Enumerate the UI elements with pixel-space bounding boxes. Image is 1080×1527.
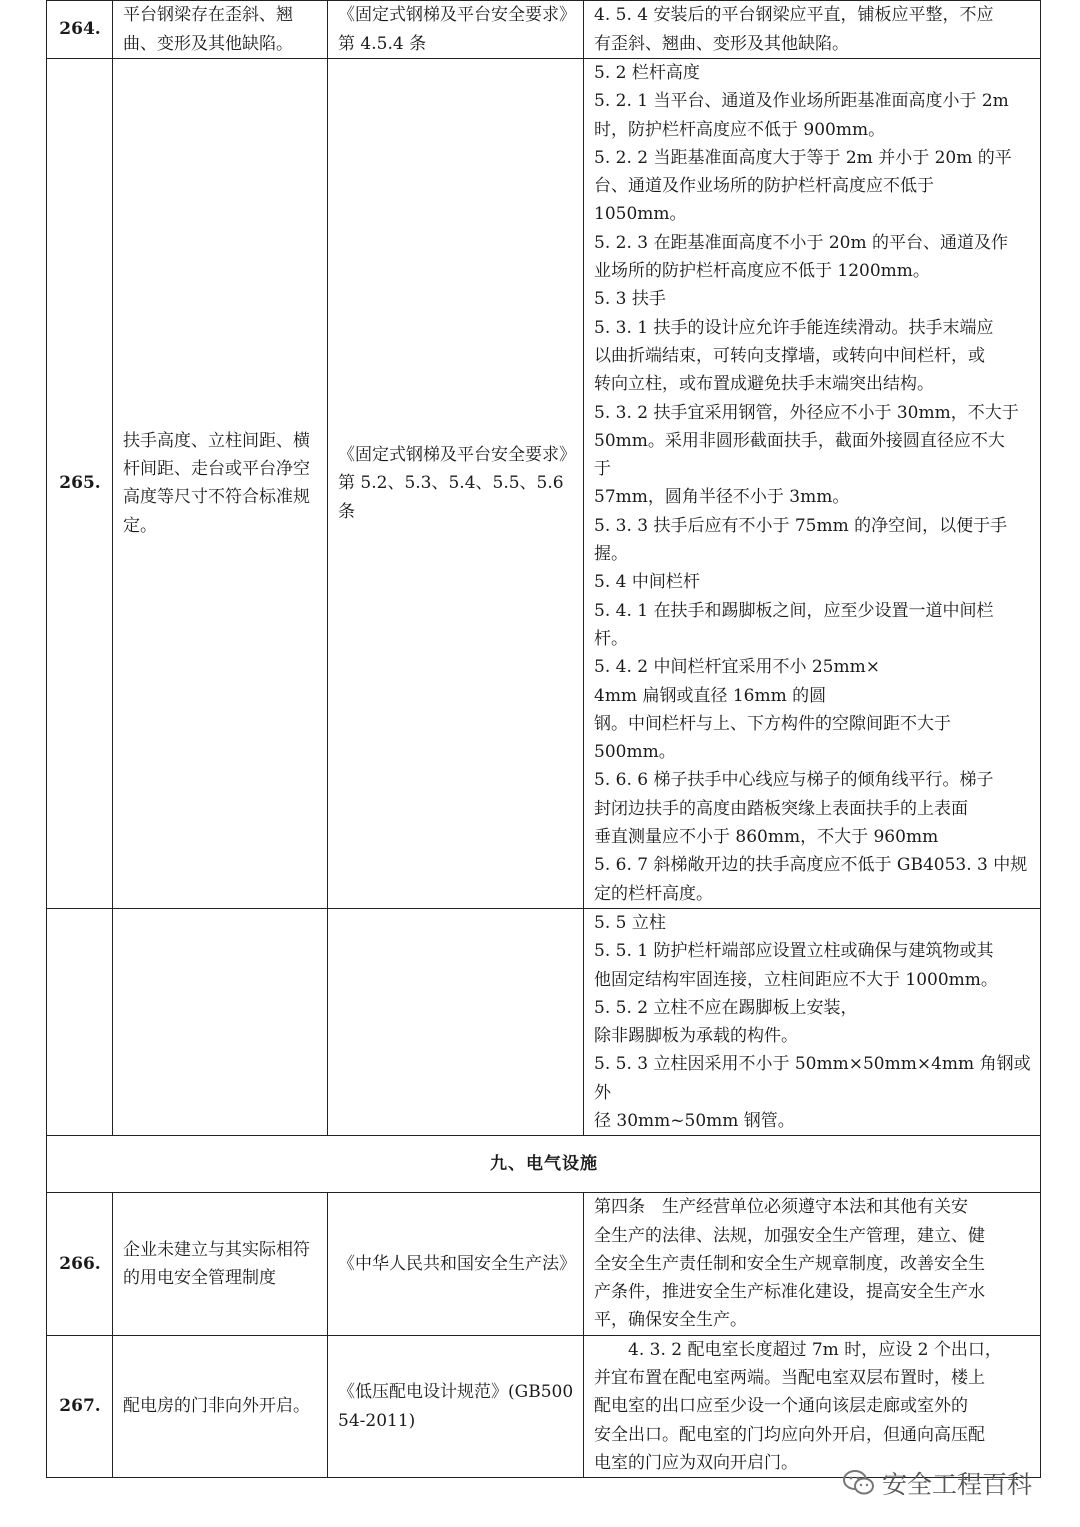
clause-line: 4. 3. 2 配电室长度超过 7m 时，应设 2 个出口， (628, 1339, 1002, 1360)
clause-line: 时，防护栏杆高度应不低于 900mm。 (594, 119, 886, 140)
clause-line: 封闭边扶手的高度由踏板突缘上表面扶手的上表面 (594, 798, 968, 819)
clause-cell (584, 1, 1041, 59)
basis-cell (328, 908, 584, 1135)
clause-line: 5. 4 中间栏杆 (594, 572, 700, 593)
clause-line: 5. 5. 2 立柱不应在踢脚板上安装， (594, 997, 858, 1018)
table-row (47, 1, 1041, 59)
clause-line: 产条件，推进安全生产标准化建设，提高安全生产水 (594, 1282, 985, 1303)
row-number: 267. (47, 1335, 113, 1477)
clause-line: 有歪斜、翘曲、变形及其他缺陷。 (594, 33, 849, 54)
clause-line: 5. 3. 1 扶手的设计应允许手能连续滑动。扶手末端应 (594, 317, 994, 338)
issue-cell: 企业未建立与其实际相符的用电安全管理制度 (113, 1193, 328, 1335)
clause-line: 第四条 生产经营单位必须遵守本法和其他有关安 (594, 1197, 968, 1218)
clause-line: 垂直测量应不小于 860mm，不大于 960mm (594, 827, 939, 848)
issue-cell (113, 908, 328, 1135)
issue-cell: 平台钢梁存在歪斜、翘曲、变形及其他缺陷。 (113, 1, 328, 59)
clause-line: 业场所的防护栏杆高度应不低于 1200mm。 (594, 261, 930, 282)
basis-cell: 《固定式钢梯及平台安全要求》第 4.5.4 条 (328, 1, 584, 59)
clause-line: 台、通道及作业场所的防护栏杆高度应不低于 (594, 176, 934, 197)
clause-line: 4. 5. 4 安装后的平台钢梁应平直，铺板应平整，不应 (594, 5, 994, 26)
basis-cell: 《中华人民共和国安全生产法》 (328, 1193, 584, 1335)
table-row (47, 59, 1041, 909)
clause-line: 5. 2. 1 当平台、通道及作业场所距基准面高度小于 2m (594, 91, 1009, 112)
clause-cell (584, 1193, 1041, 1335)
clause-line: 安全出口。配电室的门均应向外开启，但通向高压配 (594, 1424, 985, 1445)
table-row (47, 1193, 1041, 1335)
clause-line: 5. 5. 3 立柱因采用不小于 50mm×50mm×4mm 角钢或外 (594, 1054, 1031, 1103)
clause-cell (584, 59, 1041, 909)
clause-line: 定的栏杆高度。 (594, 883, 713, 904)
watermark-text: 安全工程百科 (882, 1470, 1033, 1499)
clause-line: 500mm。 (594, 742, 676, 763)
clause-line: 1050mm。 (594, 204, 687, 225)
basis-cell: 《低压配电设计规范》(GB50054-2011) (328, 1335, 584, 1477)
clause-line: 并宜布置在配电室两端。当配电室双层布置时，楼上 (594, 1368, 985, 1389)
clause-cell (584, 908, 1041, 1135)
clause-line: 5. 6. 6 梯子扶手中心线应与梯子的倾角线平行。梯子 (594, 770, 994, 791)
clause-line: 5. 3. 3 扶手后应有不小于 75mm 的净空间，以便于手握。 (594, 515, 1008, 565)
clause-line: 钢。中间栏杆与上、下方构件的空隙间距不大于 (594, 713, 951, 734)
issue-cell: 扶手高度、立柱间距、横杆间距、走台或平台净空高度等尺寸不符合标准规定。 (113, 59, 328, 909)
basis-cell: 《固定式钢梯及平台安全要求》第 5.2、5.3、5.4、5.5、5.6 条 (328, 59, 584, 909)
clause-line: 5. 3 扶手 (594, 289, 666, 310)
clause-cell (584, 1335, 1041, 1477)
clause-line: 4mm 扁钢或直径 16mm 的圆 (594, 685, 827, 706)
clause-line: 5. 6. 7 斜梯敞开边的扶手高度应不低于 GB4053. 3 中规 (594, 855, 1028, 876)
table-row (47, 908, 1041, 1135)
clause-line: 平，确保安全生产。 (594, 1310, 747, 1331)
clause-line: 全生产的法律、法规，加强安全生产管理，建立、健 (594, 1225, 985, 1246)
clause-line: 电室的门应为双向开启门。 (594, 1452, 798, 1473)
clause-line: 杆。 (594, 628, 628, 649)
clause-line: 5. 5 立柱 (594, 912, 666, 933)
clause-line: 5. 2. 2 当距基准面高度大于等于 2m 并小于 20m 的平 (594, 147, 1012, 168)
clause-line: 5. 2 栏杆高度 (594, 63, 700, 83)
clause-line: 57mm，圆角半径不小于 3mm。 (594, 487, 850, 508)
clause-line: 于 (594, 459, 611, 480)
section-row (47, 1136, 1041, 1193)
issue-cell: 配电房的门非向外开启。 (113, 1335, 328, 1477)
clause-line: 5. 4. 2 中间栏杆宜采用不小 25mm× (594, 657, 880, 678)
clause-line: 全安全生产责任制和安全生产规章制度，改善安全生 (594, 1253, 985, 1274)
clause-line: 5. 4. 1 在扶手和踢脚板之间，应至少设置一道中间栏 (594, 600, 994, 621)
clause-line: 5. 2. 3 在距基准面高度不小于 20m 的平台、通道及作 (594, 232, 1009, 253)
clause-line: 5. 5. 1 防护栏杆端部应设置立柱或确保与建筑物或其 (594, 941, 994, 962)
clause-line: 径 30mm~50mm 钢管。 (594, 1110, 795, 1131)
clause-line: 转向立柱，或布置成避免扶手末端突出结构。 (594, 374, 934, 395)
regulation-table (46, 0, 1041, 1478)
watermark (842, 1463, 1032, 1503)
clause-line: 50mm。采用非圆形截面扶手，截面外接圆直径应不大 (594, 430, 1005, 451)
clause-line: 他固定结构牢固连接，立柱间距应不大于 1000mm。 (594, 969, 998, 990)
clause-line: 配电室的出口应至少设一个通向该层走廊或室外的 (594, 1396, 968, 1417)
row-number (47, 908, 113, 1135)
clause-line: 5. 3. 2 扶手宜采用钢管，外径应不小于 30mm，不大于 (594, 402, 1019, 423)
row-number: 266. (47, 1193, 113, 1335)
wechat-icon (842, 1468, 876, 1498)
section-title: 九、电气设施 (47, 1136, 1041, 1193)
clause-line: 以曲折端结束，可转向支撑墙，或转向中间栏杆，或 (594, 345, 985, 366)
clause-line: 除非踢脚板为承载的构件。 (594, 1026, 798, 1047)
table-row (47, 1335, 1041, 1477)
row-number: 264. (47, 1, 113, 59)
row-number: 265. (47, 59, 113, 909)
